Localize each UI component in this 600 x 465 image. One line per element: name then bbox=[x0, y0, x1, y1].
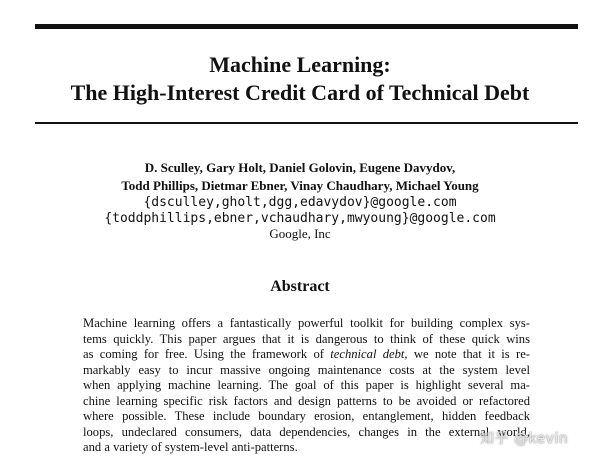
abstract-emphasis: technical debt bbox=[330, 347, 405, 361]
emails-line-1: {dsculley,gholt,dgg,edavydov}@google.com bbox=[143, 195, 457, 210]
abstract-line: where possible. These include boundary erosion, entanglement, hidden feedback bbox=[83, 409, 530, 423]
abstract-line: loops, undeclared consumers, data dependencies, changes in the external world, bbox=[83, 424, 530, 439]
authors-line-1: D. Sculley, Gary Holt, Daniel Golovin, Eugene Davydov, bbox=[144, 160, 456, 175]
paper-title-line-2: The High-Interest Credit Card of Technical Debt bbox=[70, 80, 530, 105]
affiliation: Google, Inc bbox=[269, 226, 331, 241]
abstract-line: tems quickly. This paper argues that it is dangerous to think of these quick wins bbox=[83, 331, 530, 346]
abstract-line: and a variety of system-level anti-patterns. bbox=[83, 440, 298, 454]
paper-title-line-1: Machine Learning: bbox=[209, 52, 391, 77]
top-rule bbox=[35, 24, 578, 29]
title-rule bbox=[35, 122, 578, 124]
abstract-line bbox=[83, 347, 530, 363]
watermark: 知乎 @kevin bbox=[480, 431, 569, 447]
abstract-text: , we note that it is re- bbox=[404, 347, 530, 361]
abstract-line: when applying machine learning. The goal of this paper is highlight several ma- bbox=[83, 378, 530, 392]
emails-line-2: {toddphillips,ebner,vchaudhary,mwyoung}@google.com bbox=[104, 211, 496, 226]
abstract-body bbox=[83, 316, 530, 456]
abstract-line: Machine learning offers a fantastically powerful toolkit for building complex sys- bbox=[83, 316, 530, 330]
abstract-heading: Abstract bbox=[270, 278, 330, 295]
authors-line-2: Todd Phillips, Dietmar Ebner, Vinay Chaudhary, Michael Young bbox=[121, 178, 479, 193]
abstract-line: chine learning specific risk factors and design patterns to be avoided or refactored bbox=[83, 393, 530, 408]
abstract-line: markably easy to incur massive ongoing maintenance costs at the system level bbox=[83, 362, 530, 377]
abstract-text: as coming for free. Using the framework of bbox=[83, 347, 324, 361]
